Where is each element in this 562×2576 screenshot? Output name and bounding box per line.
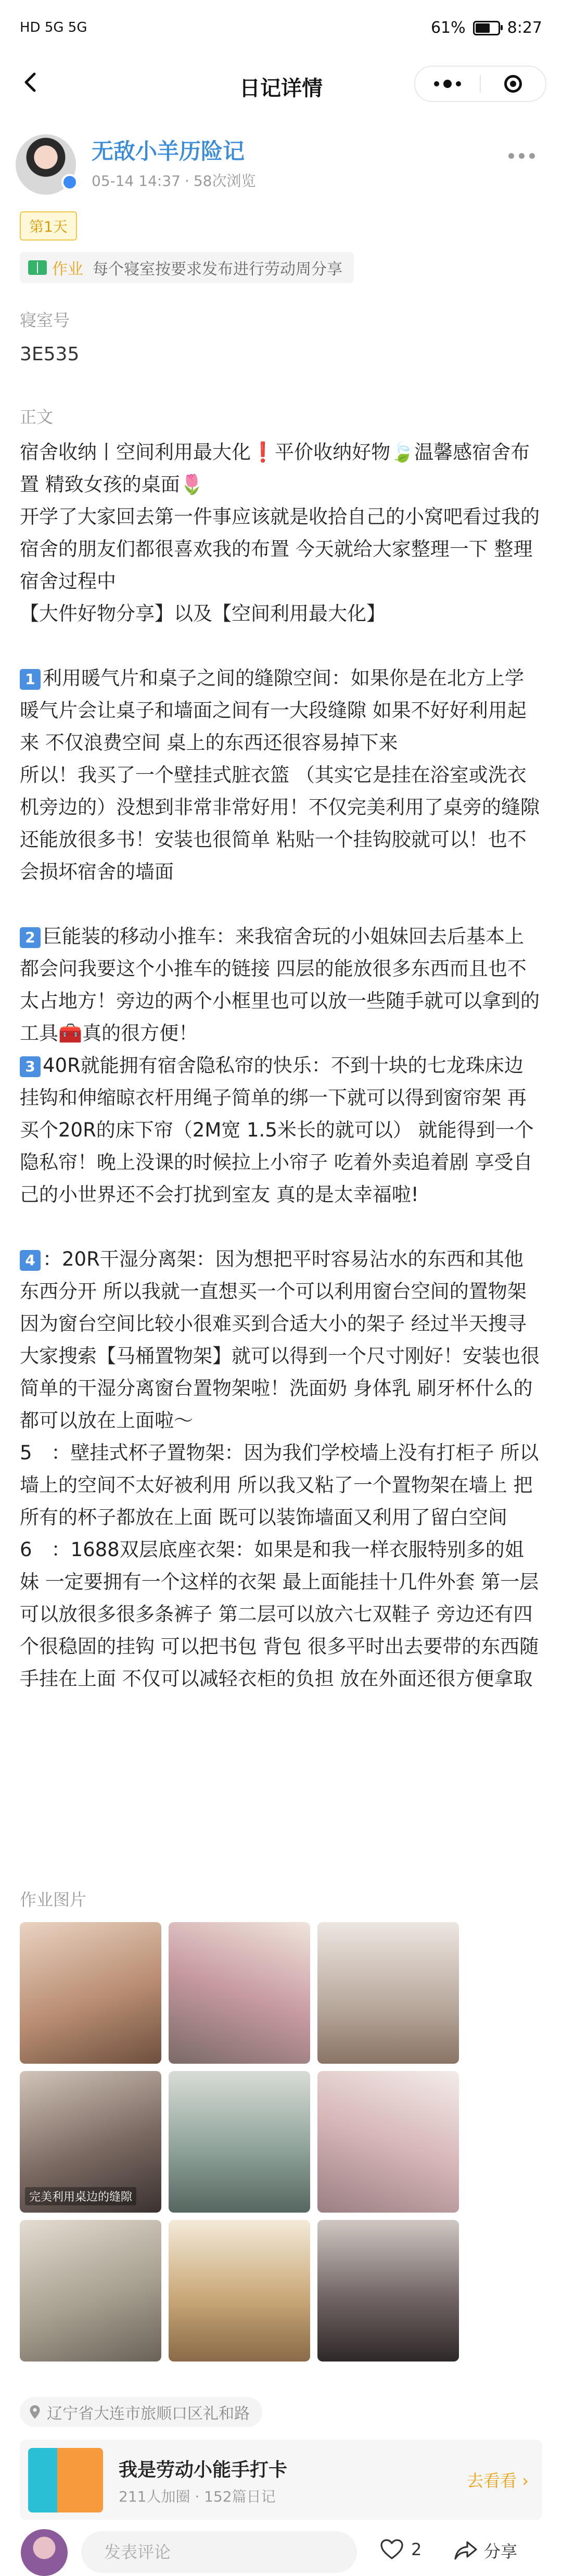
page-title: 日记详情	[239, 77, 323, 100]
photo-caption: 完美利用桌边的缝隙	[25, 2187, 136, 2205]
photo-4[interactable]	[20, 2071, 161, 2213]
go-see-button[interactable]: 去看看 ›	[467, 2471, 529, 2491]
photos-label: 作业图片	[20, 1890, 87, 1910]
body-item-2: 2 巨能装的移动小推车：来我宿舍玩的小姐妹回去后基本上都会问我要这个小推车的链接 四层的能放很多东西而且也不太占地方！旁边的两个小框里也可以放一些随手就可以拿到的工具🧰真的很方便！	[20, 925, 540, 1044]
photo-2[interactable]	[169, 1922, 310, 2064]
photo-5[interactable]	[169, 2071, 310, 2213]
status-bar	[0, 0, 562, 52]
photo-8[interactable]	[169, 2220, 310, 2362]
photo-1[interactable]	[20, 1922, 161, 2064]
comment-input[interactable]: 发表评论	[81, 2531, 357, 2573]
number-2-icon: 2	[20, 927, 41, 948]
view-count: 58次浏览	[193, 172, 256, 190]
body-label: 正文	[20, 407, 54, 427]
post-more-button[interactable]	[508, 153, 535, 159]
verified-badge-icon	[61, 174, 78, 191]
network-indicators: HD 5G 5G	[20, 20, 87, 35]
homework-tag[interactable]	[20, 252, 354, 283]
mini-program-capsule	[414, 66, 546, 102]
diary-stats: 211人加圈 · 152篇日记	[119, 2488, 276, 2505]
book-icon	[28, 260, 47, 275]
body-text	[20, 436, 540, 1695]
status-right	[431, 19, 542, 37]
body-item-3: 3 40R就能拥有宿舍隐私帘的快乐：不到十块的七龙珠床边挂钩和伸缩晾衣杆用绳子简单的绑一下就可以得到窗帘架 再买个20R的床下帘（2M宽 1.5米长的就可以） 就能得到一个隐私帘！晚上没课的时候拉上小帘子 吃着外卖追着剧 享受自己的小世界还不会打扰到室友 真的是太幸福啦!	[20, 1054, 534, 1206]
number-4-icon: 4	[20, 1250, 41, 1271]
homework-label: 作业	[52, 260, 83, 279]
post-meta: 05-14 14:37 · 58次浏览	[92, 172, 256, 190]
location-tag[interactable]	[20, 2397, 262, 2427]
nav-bar	[0, 52, 562, 115]
day-badge: 第1天	[20, 211, 77, 241]
like-button[interactable]	[380, 2539, 422, 2560]
battery-icon	[473, 21, 500, 35]
photo-6[interactable]	[317, 2071, 459, 2213]
share-arrow-icon	[454, 2540, 478, 2561]
photo-9[interactable]	[317, 2220, 459, 2362]
like-count: 2	[411, 2540, 422, 2559]
my-avatar	[21, 2529, 68, 2576]
more-dots-icon[interactable]	[415, 67, 480, 101]
dorm-label: 寝室号	[20, 310, 70, 330]
status-left	[20, 20, 87, 35]
location-pin-icon	[29, 2405, 41, 2419]
author-name[interactable]: 无敌小羊历险记	[92, 138, 245, 164]
battery-percent: 61%	[430, 19, 466, 37]
diary-title: 我是劳动小能手打卡	[119, 2459, 288, 2481]
share-button[interactable]	[454, 2539, 517, 2562]
body-intro: 宿舍收纳丨空间利用最大化❗平价收纳好物🍃温馨感宿舍布置 精致女孩的桌面🌷 开学了大家回去第一件事应该就是收拾自己的小窝吧看过我的宿舍的朋友们都很喜欢我的布置 今天就给大家整理一下 整理宿舍过程中 【大件好物分享】以及【空间利用最大化】	[20, 441, 540, 625]
clock: 8:27	[507, 19, 542, 37]
location-text: 辽宁省大连市旅顺口区礼和路	[47, 2405, 250, 2423]
body-item-4-6: 4 ：20R干湿分离架：因为想把平时容易沾水的东西和其他东西分开 所以我就一直想买一个可以利用窗台空间的置物架 因为窗台空间比较小很难买到合适大小的架子 经过半天搜寻 大家搜索【马桶置物架】就可以得到一个尺寸刚好！安装也很简单的干湿分离窗台置物架啦！洗面奶 身体乳 刷牙杯什么的都可以放在上面啦～ 5 ：壁挂式杯子置物架：因为我们学校墙上没有打柜子 所以墙上的空间不太好被利用 所以我又粘了一个置物架在墙上 把所有的杯子都放在上面 既可以装饰墙面又利用了留白空间 6 ：1688双层底座衣架：如果是和我一样衣服特别多的姐妹 一定要拥有一个这样的衣架 最上面能挂十几件外套 第一层可以放很多很多条裤子 第二层可以放六七双鞋子 旁边还有四个很稳固的挂钩 可以把书包 背包 很多平时出去要带的东西随手挂在上面 不仅可以减轻衣柜的负担 放在外面还很方便拿取	[20, 1248, 540, 1690]
number-1-icon: 1	[20, 669, 41, 690]
body-item-1: 1 利用暖气片和桌子之间的缝隙空间：如果你是在北方上学 暖气片会让桌子和墙面之间有一大段缝隙 如果不好好利用起来 不仅浪费空间 桌上的东西还很容易掉下来 所以！我买了一个壁挂式脏衣篮 （其实它是挂在浴室或洗衣机旁边的）没想到非常非常好用！不仅完美利用了桌旁的缝隙 还能放很多书！安装也很简单 粘贴一个挂钩胶就可以！也不会损坏宿舍的墙面	[20, 667, 540, 883]
dorm-value: 3E535	[20, 344, 80, 365]
share-label: 分享	[484, 2542, 518, 2561]
post-date: 05-14 14:37	[92, 172, 181, 190]
heart-icon	[380, 2539, 404, 2560]
photo-7[interactable]	[20, 2220, 161, 2362]
homework-description: 每个寝室按要求发布进行劳动周分享	[93, 260, 342, 279]
close-target-icon[interactable]	[481, 67, 545, 101]
diary-card[interactable]	[20, 2440, 542, 2520]
number-3-icon: 3	[20, 1056, 41, 1077]
photo-3[interactable]	[317, 1922, 459, 2064]
diary-cover	[28, 2448, 103, 2512]
